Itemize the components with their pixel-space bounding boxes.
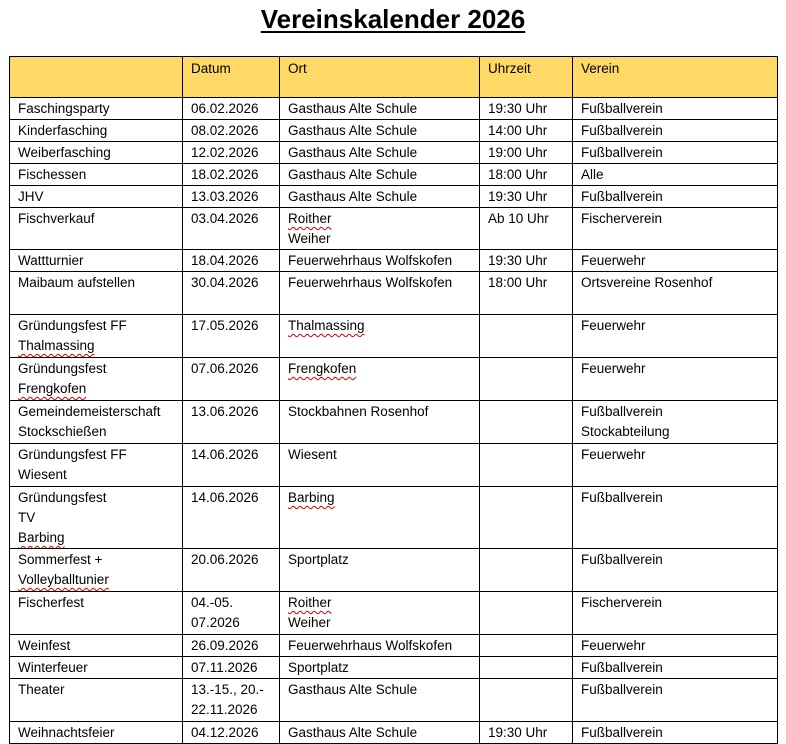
place-cell <box>280 142 480 164</box>
column-header-verein: Verein <box>573 57 778 98</box>
club-cell <box>573 679 778 722</box>
event-cell-line: Fischverkauf <box>18 211 95 226</box>
place-cell <box>280 722 480 744</box>
date-cell-line: 30.04.2026 <box>191 275 259 290</box>
table-row <box>10 401 778 444</box>
club-cell-line: Feuerwehr <box>581 253 646 268</box>
table-row <box>10 315 778 358</box>
table-row <box>10 208 778 250</box>
date-cell-line: 13.03.2026 <box>191 189 259 204</box>
time-cell: 19:00 Uhr <box>480 142 573 164</box>
time-cell <box>480 679 573 722</box>
place-cell-line: Roither Weiher <box>288 595 332 630</box>
place-cell-line: Wiesent <box>288 447 337 462</box>
column-header-uhrzeit: Uhrzeit <box>480 57 573 98</box>
date-cell <box>183 722 280 744</box>
date-cell <box>183 98 280 120</box>
club-cell-line: Fußballverein <box>581 101 663 116</box>
time-cell <box>480 315 573 358</box>
club-cell <box>573 722 778 744</box>
event-cell <box>10 120 183 142</box>
time-cell: 14:00 Uhr <box>480 120 573 142</box>
table-row <box>10 657 778 679</box>
date-cell-line: 04.-05. <box>191 595 234 610</box>
place-cell-line: Gasthaus Alte Schule <box>288 101 418 116</box>
event-cell <box>10 657 183 679</box>
date-cell-line: 07.06.2026 <box>191 361 259 376</box>
time-cell: 19:30 Uhr <box>480 186 573 208</box>
club-cell-line: Feuerwehr <box>581 318 646 333</box>
place-cell <box>280 208 480 250</box>
time-cell <box>480 592 573 635</box>
column-header-ort: Ort <box>280 57 480 98</box>
date-cell <box>183 657 280 679</box>
date-cell <box>183 186 280 208</box>
table-row <box>10 186 778 208</box>
event-cell-line: Sommerfest + <box>18 552 103 567</box>
place-cell <box>280 657 480 679</box>
place-cell <box>280 549 480 592</box>
date-cell-line: 18.04.2026 <box>191 253 259 268</box>
date-cell <box>183 250 280 272</box>
place-cell <box>280 358 480 401</box>
place-cell-line: Gasthaus Alte Schule <box>288 189 418 204</box>
event-cell <box>10 444 183 487</box>
date-cell-line: 20.06.2026 <box>191 552 259 567</box>
event-cell-line: JHV <box>18 189 44 204</box>
date-cell-line: 07.11.2026 <box>191 660 258 675</box>
date-cell-line: 26.09.2026 <box>191 638 259 653</box>
table-row <box>10 272 778 315</box>
place-cell-line: Feuerwehrhaus Wolfskofen <box>288 275 453 290</box>
date-cell <box>183 315 280 358</box>
event-cell <box>10 272 183 315</box>
event-cell <box>10 164 183 186</box>
event-cell <box>10 592 183 635</box>
event-cell <box>10 487 183 549</box>
place-cell <box>280 444 480 487</box>
event-cell <box>10 679 183 722</box>
club-cell-line: Fischerverein <box>581 211 663 226</box>
club-cell-line: Fußballverein <box>581 725 663 740</box>
event-cell-line: Gründungsfest FF <box>18 318 127 333</box>
date-cell <box>183 635 280 657</box>
place-cell-line: Gasthaus Alte Schule <box>288 123 418 138</box>
club-cell-line: Fußballverein <box>581 404 663 419</box>
time-cell <box>480 657 573 679</box>
place-cell-line: Gasthaus Alte Schule <box>288 167 418 182</box>
time-cell <box>480 444 573 487</box>
time-cell <box>480 487 573 549</box>
club-cell-line: Feuerwehr <box>581 447 646 462</box>
date-cell-line: 04.12.2026 <box>191 725 259 740</box>
table-row <box>10 164 778 186</box>
event-cell <box>10 401 183 444</box>
club-cell <box>573 208 778 250</box>
place-cell <box>280 98 480 120</box>
place-cell-line: Stockbahnen Rosenhof <box>288 404 429 419</box>
event-cell-line: Volleyballtunier <box>18 572 109 587</box>
event-cell-line: Wiesent <box>18 467 67 482</box>
date-cell-line: 03.04.2026 <box>191 211 259 226</box>
club-cell-line: Stockabteilung <box>581 424 670 439</box>
place-cell-line: Thalmassing <box>288 318 365 333</box>
event-cell-line: Wattturnier <box>18 253 84 268</box>
table-row <box>10 120 778 142</box>
event-cell <box>10 208 183 250</box>
place-cell-line: Feuerwehrhaus Wolfskofen <box>288 638 453 653</box>
time-cell <box>480 635 573 657</box>
event-cell <box>10 98 183 120</box>
date-cell-line: 17.05.2026 <box>191 318 259 333</box>
place-cell <box>280 315 480 358</box>
event-cell-line: Kinderfasching <box>18 123 108 138</box>
event-cell <box>10 358 183 401</box>
place-cell <box>280 401 480 444</box>
date-cell-line: 14.06.2026 <box>191 490 259 505</box>
date-cell-line: 13.-15., 20.- <box>191 682 264 697</box>
place-cell <box>280 635 480 657</box>
time-cell <box>480 401 573 444</box>
club-cell <box>573 98 778 120</box>
event-cell-line: Gründungsfest <box>18 361 107 376</box>
place-cell <box>280 164 480 186</box>
club-cell-line: Fußballverein <box>581 552 663 567</box>
club-cell-line: Feuerwehr <box>581 361 646 376</box>
club-cell <box>573 164 778 186</box>
event-cell <box>10 250 183 272</box>
table-row <box>10 549 778 592</box>
place-cell <box>280 120 480 142</box>
time-cell <box>480 358 573 401</box>
date-cell-line: 07.2026 <box>191 615 240 630</box>
event-cell-line: Frengkofen <box>18 381 87 396</box>
place-cell-line: Gasthaus Alte Schule <box>288 145 418 160</box>
place-cell-line: Barbing <box>288 490 335 505</box>
club-cell-line: Fußballverein <box>581 145 663 160</box>
calendar-table <box>9 56 778 744</box>
place-cell-line: Gasthaus Alte Schule <box>288 725 418 740</box>
event-cell-line: Weiberfasching <box>18 145 111 160</box>
club-cell <box>573 120 778 142</box>
club-cell-line: Feuerwehr <box>581 638 646 653</box>
event-cell-line: Thalmassing <box>18 338 95 353</box>
date-cell <box>183 679 280 722</box>
calendar-body <box>10 98 778 744</box>
table-row <box>10 635 778 657</box>
table-row <box>10 358 778 401</box>
date-cell <box>183 358 280 401</box>
table-row <box>10 250 778 272</box>
place-cell <box>280 272 480 315</box>
club-cell <box>573 272 778 315</box>
date-cell <box>183 592 280 635</box>
time-cell <box>480 549 573 592</box>
club-cell-line: Fußballverein <box>581 682 663 697</box>
event-cell <box>10 142 183 164</box>
club-cell <box>573 444 778 487</box>
place-cell <box>280 679 480 722</box>
club-cell-line: Fußballverein <box>581 189 663 204</box>
club-cell <box>573 635 778 657</box>
table-row <box>10 142 778 164</box>
date-cell-line: 18.02.2026 <box>191 167 259 182</box>
place-cell <box>280 592 480 635</box>
event-cell-line: Fischerfest <box>18 595 85 610</box>
event-cell-line: Weinfest <box>18 638 71 653</box>
event-cell-line: Gründungsfest <box>18 490 107 505</box>
club-cell <box>573 401 778 444</box>
event-cell <box>10 635 183 657</box>
time-cell: 19:30 Uhr <box>480 250 573 272</box>
date-cell-line: 12.02.2026 <box>191 145 259 160</box>
place-cell-line: Roither Weiher <box>288 211 332 246</box>
event-cell-line: Winterfeuer <box>18 660 88 675</box>
document-title: Vereinskalender 2026 <box>260 4 526 34</box>
time-cell: Ab 10 Uhr <box>480 208 573 250</box>
event-cell <box>10 315 183 358</box>
time-cell: 19:30 Uhr <box>480 98 573 120</box>
event-cell-line: Gründungsfest FF <box>18 447 127 462</box>
time-cell: 19:30 Uhr <box>480 722 573 744</box>
place-cell <box>280 186 480 208</box>
club-cell-line: Alle <box>581 167 604 182</box>
club-cell <box>573 657 778 679</box>
date-cell-line: 08.02.2026 <box>191 123 259 138</box>
time-cell: 18:00 Uhr <box>480 164 573 186</box>
club-cell <box>573 358 778 401</box>
club-cell <box>573 142 778 164</box>
event-cell-line: Faschingsparty <box>18 101 110 116</box>
table-row <box>10 679 778 722</box>
event-cell-line: Maibaum aufstellen <box>18 275 136 290</box>
club-cell-line: Ortsvereine Rosenhof <box>581 275 713 290</box>
event-cell-line: Gemeindemeisterschaft <box>18 404 161 419</box>
date-cell <box>183 164 280 186</box>
date-cell <box>183 272 280 315</box>
place-cell-line: Feuerwehrhaus Wolfskofen <box>288 253 453 268</box>
event-cell-line: Theater <box>18 682 65 697</box>
date-cell-line: 14.06.2026 <box>191 447 259 462</box>
club-cell <box>573 487 778 549</box>
table-row <box>10 444 778 487</box>
event-cell <box>10 186 183 208</box>
date-cell <box>183 401 280 444</box>
date-cell <box>183 444 280 487</box>
club-cell <box>573 315 778 358</box>
club-cell <box>573 549 778 592</box>
table-row <box>10 592 778 635</box>
club-cell-line: Fischerverein <box>581 595 663 610</box>
place-cell-line: Sportplatz <box>288 552 349 567</box>
column-header-datum: Datum <box>183 57 280 98</box>
place-cell-line: Sportplatz <box>288 660 349 675</box>
club-cell <box>573 186 778 208</box>
time-cell: 18:00 Uhr <box>480 272 573 315</box>
event-cell-line: Fischessen <box>18 167 87 182</box>
date-cell-line: 13.06.2026 <box>191 404 259 419</box>
date-cell <box>183 120 280 142</box>
column-header-event <box>10 57 183 98</box>
event-cell-line: TV Barbing <box>18 510 65 545</box>
date-cell-line: 06.02.2026 <box>191 101 259 116</box>
table-header-row <box>10 57 778 98</box>
table-row <box>10 98 778 120</box>
place-cell <box>280 487 480 549</box>
date-cell <box>183 208 280 250</box>
date-cell <box>183 142 280 164</box>
event-cell-line: Stockschießen <box>18 424 107 439</box>
date-cell <box>183 549 280 592</box>
club-cell <box>573 250 778 272</box>
table-row <box>10 722 778 744</box>
club-cell-line: Fußballverein <box>581 490 663 505</box>
event-cell-line: Weihnachtsfeier <box>18 725 115 740</box>
place-cell-line: Frengkofen <box>288 361 357 376</box>
club-cell-line: Fußballverein <box>581 123 663 138</box>
date-cell <box>183 487 280 549</box>
event-cell <box>10 549 183 592</box>
place-cell-line: Gasthaus Alte Schule <box>288 682 418 697</box>
event-cell <box>10 722 183 744</box>
place-cell <box>280 250 480 272</box>
club-cell-line: Fußballverein <box>581 660 663 675</box>
date-cell-line: 22.11.2026 <box>191 702 258 717</box>
table-row <box>10 487 778 549</box>
club-cell <box>573 592 778 635</box>
